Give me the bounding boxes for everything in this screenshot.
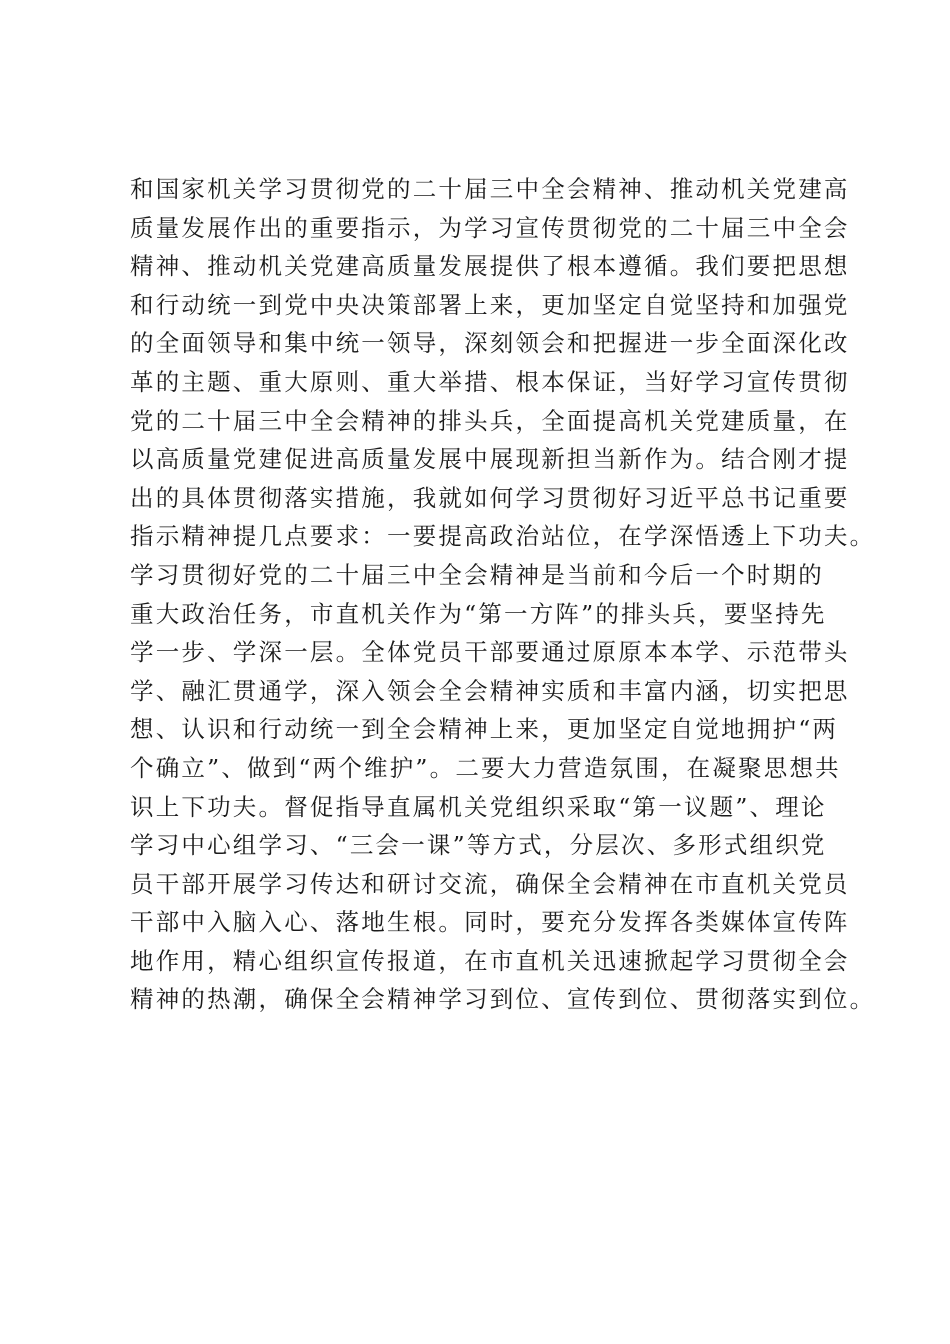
text-line: 革的主题、重大原则、重大举措、根本保证，当好学习宣传贯彻 bbox=[130, 367, 850, 396]
text-line: 和国家机关学习贯彻党的二十届三中全会精神、推动机关党建高 bbox=[130, 175, 850, 203]
text-line: 和行动统一到党中央决策部署上来，更加坚定自觉坚持和加强党 bbox=[130, 290, 850, 319]
text-line: 学一步、学深一层。全体党员干部要通过原原本本学、示范带头 bbox=[130, 638, 850, 667]
text-line: 想、认识和行动统一到全会精神上来，更加坚定自觉地拥护“两 bbox=[130, 715, 839, 744]
text-line: 出的具体贯彻落实措施，我就如何学习贯彻好习近平总书记重要 bbox=[130, 483, 850, 512]
text-line: 党的二十届三中全会精神的排头兵，全面提高机关党建质量，在 bbox=[130, 406, 850, 435]
text-line: 指示精神提几点要求：一要提高政治站位，在学深悟透上下功夫。 bbox=[130, 522, 876, 551]
text-line: 的全面领导和集中统一领导，深刻领会和把握进一步全面深化改 bbox=[130, 329, 850, 358]
text-line: 地作用，精心组织宣传报道，在市直机关迅速掀起学习贯彻全会 bbox=[130, 946, 850, 975]
text-line: 质量发展作出的重要指示，为学习宣传贯彻党的二十届三中全会 bbox=[130, 213, 850, 242]
text-line: 个确立”、做到“两个维护”。二要大力营造氛围，在凝聚思想共 bbox=[130, 753, 841, 782]
text-line: 员干部开展学习传达和研讨交流，确保全会精神在市直机关党员 bbox=[130, 869, 850, 898]
text-line: 学、融汇贯通学，深入领会全会精神实质和丰富内涵，切实把思 bbox=[130, 676, 850, 705]
text-line: 重大政治任务，市直机关作为“第一方阵”的排头兵，要坚持先 bbox=[130, 599, 827, 628]
text-line: 学习中心组学习、“三会一课”等方式，分层次、多形式组织党 bbox=[130, 831, 827, 860]
text-line: 精神、推动机关党建高质量发展提供了根本遵循。我们要把思想 bbox=[130, 252, 850, 281]
text-line: 干部中入脑入心、落地生根。同时，要充分发挥各类媒体宣传阵 bbox=[130, 908, 850, 937]
text-line: 学习贯彻好党的二十届三中全会精神是当前和今后一个时期的 bbox=[130, 560, 824, 589]
text-line: 精神的热潮，确保全会精神学习到位、宣传到位、贯彻落实到位。 bbox=[130, 985, 876, 1014]
text-line: 以高质量党建促进高质量发展中展现新担当新作为。结合刚才提 bbox=[130, 445, 850, 474]
text-line: 识上下功夫。督促指导直属机关党组织采取“第一议题”、理论 bbox=[130, 792, 827, 821]
body-paragraph bbox=[130, 170, 876, 1019]
